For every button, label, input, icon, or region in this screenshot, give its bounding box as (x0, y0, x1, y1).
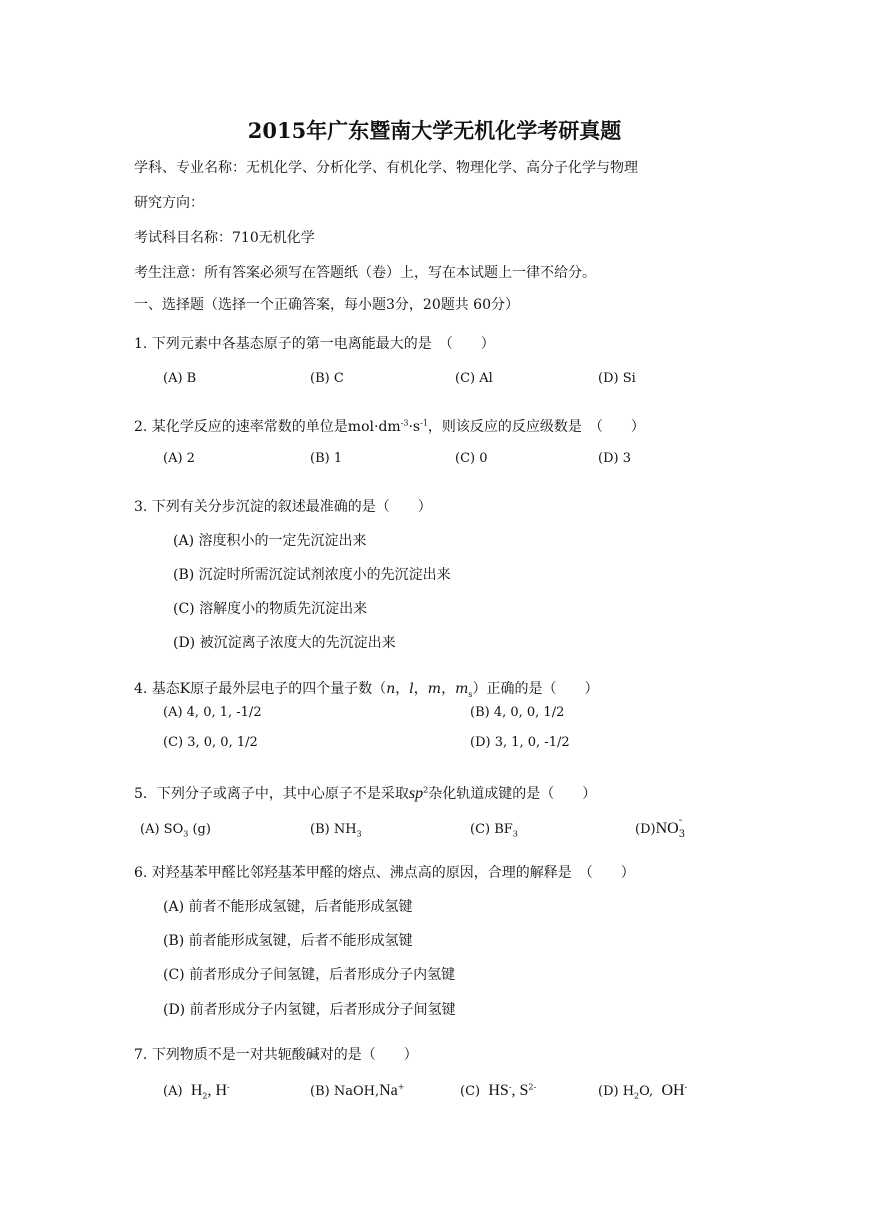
q2-option-c: (C) 0 (455, 451, 488, 466)
q5-d-label: (D) (635, 822, 656, 837)
q7-b-na: Na (379, 1082, 398, 1099)
q5-d-formula: NO (655, 820, 679, 837)
page-title: 2015年广东暨南大学无机化学考研真题 (247, 118, 622, 143)
q7-b-sup: + (397, 1082, 405, 1092)
q7-a-hydride: , H (207, 1082, 228, 1099)
q7-a-sub: 2 (202, 1091, 208, 1101)
q7-c-s-sup: 2- (528, 1082, 537, 1092)
q7-a-h: H (190, 1082, 203, 1099)
q5-option-c (470, 822, 518, 837)
header-line-subject: 学科、专业名称：无机化学、分析化学、有机化学、物理化学、高分子化学与物理 (134, 160, 638, 176)
question-7: 7. 下列物质不是一对共轭酸碱对的是（ ） (134, 1047, 418, 1063)
q4-option-a: (A) 4, 0, 1, -1/2 (163, 705, 262, 720)
q6-option-a: (A) 前者不能形成氢键，后者能形成氢键 (163, 899, 413, 915)
q2-option-d: (D) 3 (598, 451, 631, 466)
q1-option-d: (D) Si (598, 371, 636, 386)
q2-option-b: (B) 1 (310, 451, 343, 466)
q5-b-sub: 3 (356, 829, 362, 839)
header-line-notice: 考生注意：所有答案必须写在答题纸（卷）上，写在本试题上一律不给分。 (134, 265, 596, 281)
q4-ms: m (455, 681, 469, 697)
q5-d-sub: 3 (678, 828, 686, 840)
q1-option-b: (B) C (310, 371, 344, 386)
q2-option-a: (A) 2 (163, 451, 195, 466)
q3-option-a: (A) 溶度积小的一定先沉淀出来 (173, 533, 367, 549)
q5-d-sup: - (678, 814, 683, 826)
q7-c-hs-sup: - (508, 1082, 512, 1092)
q5-sp-exp: 2 (423, 785, 429, 795)
q5-d-charge-stack (678, 814, 687, 840)
q7-option-b (310, 1082, 404, 1100)
question-5 (134, 783, 596, 803)
q1-option-c: (C) Al (455, 371, 493, 386)
q3-option-d: (D) 被沉淀离子浓度大的先沉淀出来 (173, 635, 396, 651)
q5-option-b (310, 822, 362, 837)
q4-text-pre: 4. 基态K原子最外层电子的四个量子数（ (134, 681, 387, 697)
q4-m: m (427, 681, 442, 697)
q7-a-sup: - (227, 1082, 230, 1092)
q6-option-b: (B) 前者能形成氢键，后者不能形成氢键 (163, 933, 413, 949)
q5-c-formula: (C) BF (470, 822, 513, 837)
section-heading: 一、选择题（选择一个正确答案，每小题3分，20题共 60分） (134, 297, 519, 313)
q2-text-pre: 2. 某化学反应的速率常数的单位是mol·dm (134, 419, 401, 435)
q7-option-d (598, 1082, 687, 1100)
question-2 (134, 416, 645, 436)
q5-option-d (635, 814, 687, 840)
q4-text-post: ）正确的是（ ） (472, 681, 599, 697)
q7-c-hs: HS (488, 1082, 509, 1099)
q2-exp-dm: -3 (400, 418, 409, 428)
q2-text-post: ，则该反应的反应级数是 （ ） (427, 419, 645, 435)
q4-option-b: (B) 4, 0, 0, 1/2 (470, 705, 565, 720)
q4-sep-3: ， (441, 681, 456, 697)
q4-sep-1: ， (395, 681, 410, 697)
q4-sep-2: ， (413, 681, 428, 697)
q2-exp-s: -1 (420, 418, 428, 428)
question-4 (134, 678, 598, 698)
question-3: 3. 下列有关分步沉淀的叙述最准确的是（ ） (134, 499, 432, 515)
q7-option-a (163, 1082, 230, 1100)
q3-option-c: (C) 溶解度小的物质先沉淀出来 (173, 601, 368, 617)
q5-text-post: 杂化轨道成键的是（ ） (428, 786, 597, 802)
q5-b-formula: (B) NH (310, 822, 357, 837)
q5-a-state: (g) (188, 822, 211, 837)
header-line-direction: 研究方向： (134, 195, 204, 211)
header-line-exam-name: 考试科目名称：710无机化学 (134, 230, 315, 246)
q7-d-oh: OH (661, 1082, 685, 1099)
q1-option-a: (A) B (163, 371, 197, 386)
q4-n: n (386, 681, 396, 697)
q7-d-label: (D) H (598, 1084, 635, 1099)
q7-d-sub: 2 (634, 1091, 640, 1101)
q5-a-formula: (A) SO (140, 822, 184, 837)
q7-c-label: (C) (460, 1084, 481, 1099)
q7-c-s: , S (511, 1082, 529, 1099)
question-6: 6. 对羟基苯甲醛比邻羟基苯甲醛的熔点、沸点高的原因，合理的解释是 （ ） (134, 865, 635, 881)
q7-d-water: O, (639, 1084, 654, 1099)
q4-l: l (409, 681, 414, 697)
q7-option-c (460, 1082, 536, 1100)
q5-sp: sp (408, 785, 424, 802)
q7-a-label: (A) (163, 1084, 183, 1099)
q5-c-sub: 3 (512, 829, 518, 839)
q4-option-d: (D) 3, 1, 0, -1/2 (470, 735, 570, 750)
q4-option-c: (C) 3, 0, 0, 1/2 (163, 735, 258, 750)
q5-a-sub: 3 (183, 829, 189, 839)
q5-option-a (140, 822, 211, 837)
q4-ms-sub: s (468, 689, 473, 699)
q7-d-sup: - (684, 1082, 688, 1092)
q7-b-label: (B) NaOH, (310, 1084, 380, 1099)
q3-option-b: (B) 沉淀时所需沉淀试剂浓度小的先沉淀出来 (173, 567, 451, 583)
question-1: 1. 下列元素中各基态原子的第一电离能最大的是 （ ） (134, 336, 495, 352)
q5-text-pre: 5．下列分子或离子中，其中心原子不是采取 (134, 786, 409, 802)
q2-text-mid: ·s (408, 419, 421, 435)
q6-option-d: (D) 前者形成分子内氢键，后者形成分子间氢键 (163, 1002, 456, 1018)
q6-option-c: (C) 前者形成分子间氢键，后者形成分子内氢键 (163, 967, 456, 983)
